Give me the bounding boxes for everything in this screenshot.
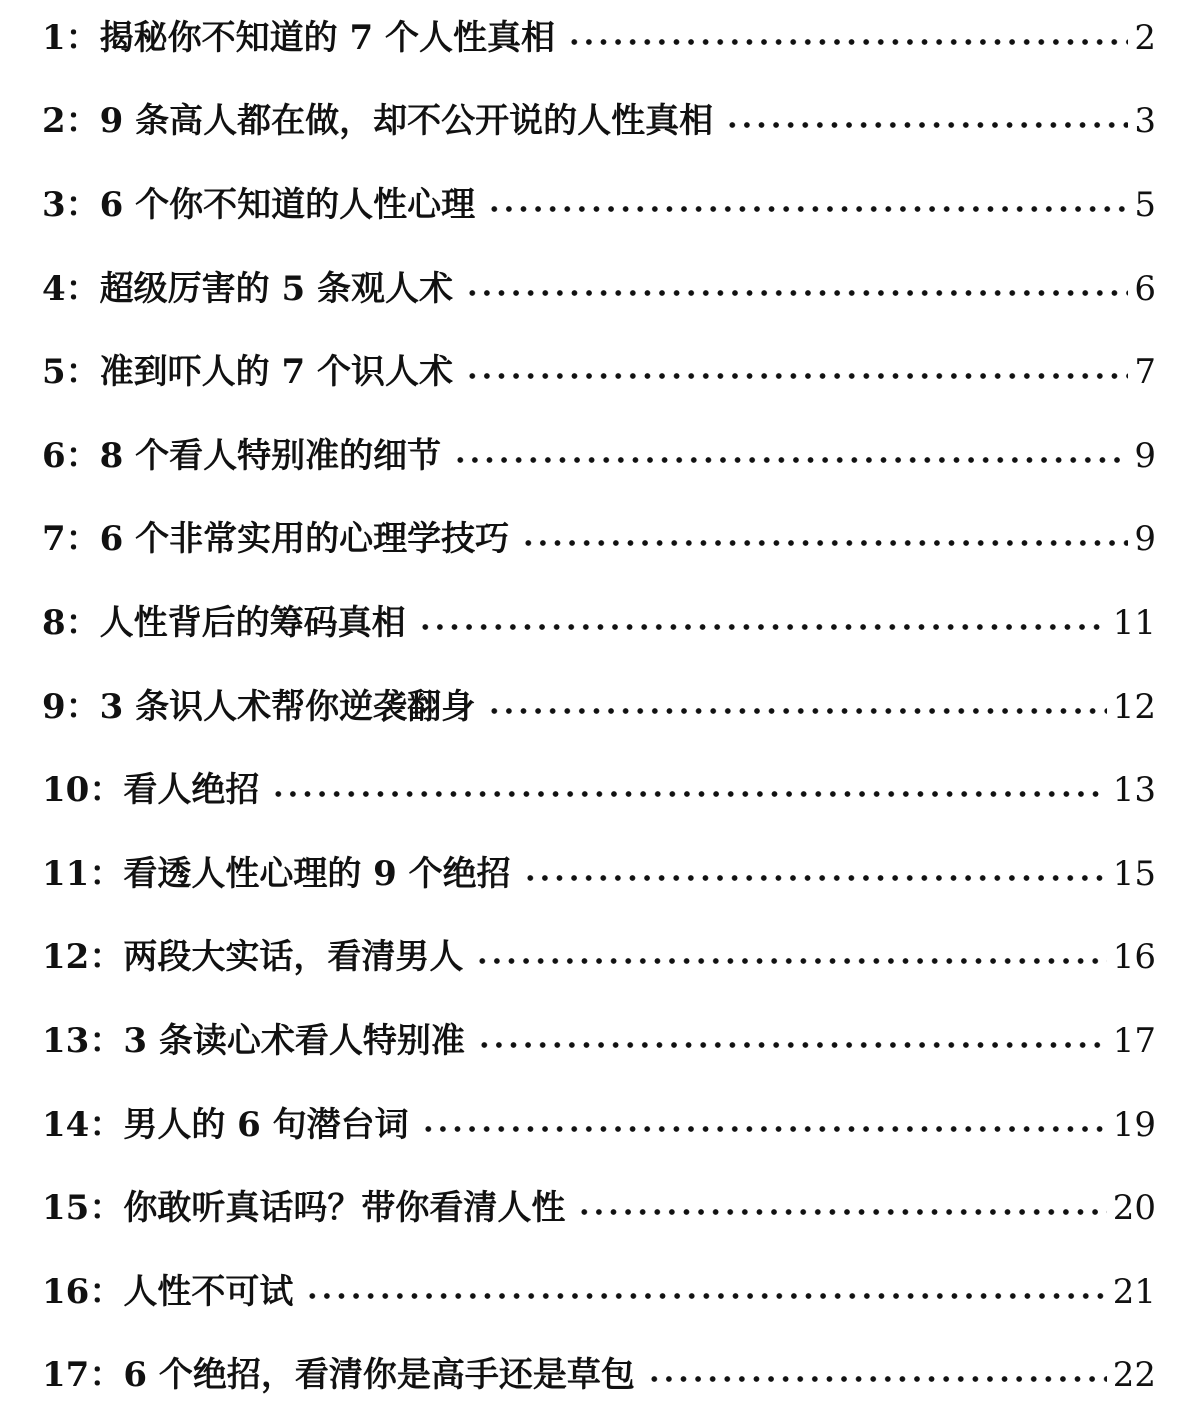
toc-entry-page: 19 — [1112, 1104, 1156, 1145]
toc-entry-title: 男人的 6 句潜台词 — [123, 1104, 409, 1145]
toc-entry-number: 9： — [42, 686, 100, 727]
toc-entry-title: 你敢听真话吗？带你看清人性 — [123, 1188, 566, 1229]
dot-leader — [647, 1374, 1107, 1384]
toc-entry-title: 6 个绝招，看清你是高手还是草包 — [123, 1355, 635, 1396]
toc-entry-page: 22 — [1112, 1355, 1156, 1396]
toc-entry-number: 6： — [42, 435, 100, 476]
toc-entry-page: 12 — [1112, 686, 1156, 727]
toc-entry-title: 两段大实话，看清男人 — [123, 937, 464, 978]
toc-entry-page: 5 — [1134, 184, 1156, 225]
toc-entry-number: 2： — [42, 101, 100, 142]
toc-entry[interactable] — [42, 581, 1156, 665]
toc-entry-page: 9 — [1134, 435, 1156, 476]
dot-leader — [305, 1291, 1106, 1301]
toc-entry-page: 21 — [1112, 1271, 1156, 1312]
toc-entry-page: 3 — [1134, 101, 1156, 142]
toc-entry[interactable] — [42, 748, 1156, 832]
dot-leader — [567, 37, 1128, 47]
table-of-contents — [42, 0, 1156, 1417]
dot-leader — [487, 204, 1128, 214]
toc-entry-page: 13 — [1112, 770, 1156, 811]
toc-entry-number: 15： — [42, 1188, 124, 1229]
dot-leader — [465, 371, 1128, 381]
toc-entry-number: 8： — [42, 602, 100, 643]
toc-entry-number: 5： — [42, 352, 100, 393]
toc-entry-title: 看透人性心理的 9 个绝招 — [123, 853, 511, 894]
toc-entry-page: 9 — [1134, 519, 1156, 560]
dot-leader — [725, 120, 1128, 130]
toc-entry-title: 超级厉害的 5 条观人术 — [99, 268, 454, 309]
toc-entry-title: 准到吓人的 7 个识人术 — [99, 352, 454, 393]
toc-entry[interactable] — [42, 832, 1156, 916]
dot-leader — [523, 873, 1107, 883]
toc-entry[interactable] — [42, 80, 1156, 164]
toc-entry-number: 1： — [42, 17, 100, 58]
toc-entry-title: 3 条识人术帮你逆袭翻身 — [99, 686, 476, 727]
dot-leader — [487, 706, 1107, 716]
dot-leader — [521, 538, 1128, 548]
toc-entry[interactable] — [42, 1334, 1156, 1418]
toc-entry-title: 看人绝招 — [123, 770, 260, 811]
toc-entry-number: 11： — [42, 853, 124, 894]
toc-entry[interactable] — [42, 498, 1156, 582]
toc-entry-number: 17： — [42, 1355, 124, 1396]
toc-entry-number: 12： — [42, 937, 124, 978]
dot-leader — [271, 789, 1106, 799]
dot-leader — [577, 1207, 1106, 1217]
toc-entry-number: 4： — [42, 268, 100, 309]
toc-entry-number: 14： — [42, 1104, 124, 1145]
toc-entry-number: 16： — [42, 1271, 124, 1312]
toc-entry-page: 11 — [1112, 602, 1156, 643]
dot-leader — [421, 1124, 1107, 1134]
toc-entry[interactable] — [42, 1083, 1156, 1167]
dot-leader — [418, 622, 1107, 632]
toc-entry-page: 2 — [1134, 17, 1156, 58]
toc-entry-title: 揭秘你不知道的 7 个人性真相 — [99, 17, 556, 58]
toc-entry-title: 9 条高人都在做，却不公开说的人性真相 — [99, 101, 714, 142]
toc-entry[interactable] — [42, 330, 1156, 414]
toc-entry[interactable] — [42, 414, 1156, 498]
toc-entry-number: 3： — [42, 184, 100, 225]
toc-entry-title: 人性不可试 — [123, 1271, 294, 1312]
toc-entry-page: 16 — [1112, 937, 1156, 978]
toc-entry-title: 6 个非常实用的心理学技巧 — [99, 519, 510, 560]
toc-entry-page: 17 — [1112, 1020, 1156, 1061]
toc-entry-page: 7 — [1134, 352, 1156, 393]
dot-leader — [475, 956, 1106, 966]
toc-entry-page: 20 — [1112, 1188, 1156, 1229]
toc-entry[interactable] — [42, 665, 1156, 749]
toc-entry-title: 6 个你不知道的人性心理 — [99, 184, 476, 225]
toc-entry-number: 7： — [42, 519, 100, 560]
toc-entry-number: 10： — [42, 770, 124, 811]
toc-entry[interactable] — [42, 1250, 1156, 1334]
toc-entry-title: 3 条读心术看人特别准 — [123, 1020, 465, 1061]
toc-entry-title: 8 个看人特别准的细节 — [99, 435, 442, 476]
toc-entry-title: 人性背后的筹码真相 — [99, 602, 406, 643]
toc-entry[interactable] — [42, 1166, 1156, 1250]
toc-entry[interactable] — [42, 999, 1156, 1083]
toc-entry-number: 13： — [42, 1020, 124, 1061]
dot-leader — [477, 1040, 1107, 1050]
toc-entry-page: 6 — [1134, 268, 1156, 309]
toc-entry[interactable] — [42, 247, 1156, 331]
toc-entry[interactable] — [42, 0, 1156, 80]
toc-entry-page: 15 — [1112, 853, 1156, 894]
toc-entry[interactable] — [42, 916, 1156, 1000]
toc-entry[interactable] — [42, 163, 1156, 247]
dot-leader — [465, 288, 1128, 298]
dot-leader — [453, 455, 1128, 465]
